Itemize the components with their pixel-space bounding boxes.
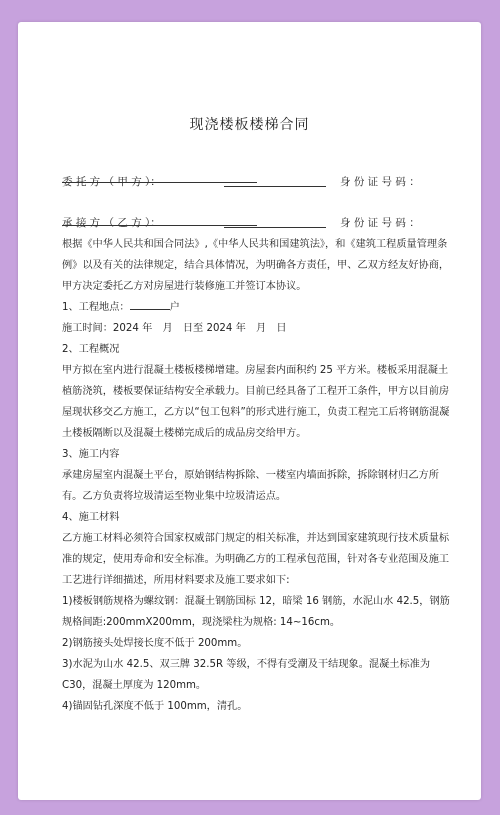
section-4-title: 4、施工材料 bbox=[62, 512, 120, 523]
party-a-id-field[interactable] bbox=[62, 182, 257, 183]
party-b-label: 承 接 方 （ 乙 方 ）： bbox=[62, 217, 161, 229]
section-2-title: 2、工程概况 bbox=[62, 344, 120, 355]
section-1-title: 1、工程地点： bbox=[62, 302, 130, 313]
contract-page bbox=[18, 22, 481, 800]
party-a-label: 委 托 方 （ 甲 方 ）： bbox=[62, 176, 161, 188]
location-field[interactable] bbox=[130, 309, 170, 310]
party-a-id-label: 身 份 证 号 码 ： bbox=[340, 176, 420, 188]
construction-time: 施工时间：2024 年 月 日至 2024 年 月 日 bbox=[62, 323, 287, 334]
contract-body bbox=[62, 234, 452, 717]
party-a-row bbox=[62, 174, 462, 192]
location-suffix: 户 bbox=[169, 302, 180, 313]
party-a-name-field[interactable] bbox=[224, 186, 326, 187]
party-b-id-field[interactable] bbox=[62, 225, 257, 226]
party-b-name-field[interactable] bbox=[224, 227, 326, 228]
material-item-3: 3)水泥为山水 42.5、双三牌 32.5R 等级，不得有受潮及干结现象。混凝土标准为 C30，混凝土厚度为 120mm。 bbox=[62, 659, 431, 691]
section-3-body: 承建房屋室内混凝土平台，原始钢结构拆除、一楼室内墙面拆除，拆除钢材归乙方所有。乙方负责将垃圾清运至物业集中垃圾清运点。 bbox=[62, 470, 439, 502]
material-item-4: 4)锚固钻孔深度不低于 100mm，清孔。 bbox=[62, 701, 248, 712]
section-3-title: 3、施工内容 bbox=[62, 449, 120, 460]
section-4-body: 乙方施工材料必须符合国家权威部门规定的相关标准，并达到国家建筑现行技术质量标准的规定，使用寿命和安全标准。为明确乙方的工程承包范围，针对各专业范围及施工工艺进行详细描述，所用材料要求及施工要求如下: bbox=[62, 533, 450, 586]
material-item-1: 1)楼板钢筋规格为螺纹钢：混凝土钢筋国标 12，暗梁 16 钢筋，水泥山水 42.5，钢筋规格间距:200mmX200mm，现浇梁柱为规格: 14~16cm。 bbox=[62, 596, 450, 628]
intro-paragraph: 根据《中华人民共和国合同法》,《中华人民共和国建筑法》，和《建筑工程质量管理条例》以及有关的法律规定，结合具体情况，为明确各方责任，甲、乙双方经友好协商，甲方决定委托乙方对房屋进行装修施工并签订本协议。 bbox=[62, 239, 450, 292]
page-title: 现浇楼板楼梯合同 bbox=[189, 117, 310, 133]
party-b-row bbox=[62, 215, 462, 233]
material-item-2: 2)钢筋接头处焊接长度不低于 200mm。 bbox=[62, 638, 248, 649]
section-2-body: 甲方拟在室内进行混凝土楼板楼梯增建。房屋套内面积约 25 平方米。楼板采用混凝土植筋浇筑，楼板要保证结构安全承载力。目前已经具备了工程开工条件，甲方以目前房屋现状移交乙方施工，乙方以“包工包料”的形式进行施工，负责工程完工后将钢筋混凝土楼板隔断以及混凝土楼梯完成后的成品房交给甲方。 bbox=[62, 365, 450, 439]
section-1-heading bbox=[62, 297, 452, 318]
party-b-id-label: 身 份 证 号 码 ： bbox=[340, 217, 420, 229]
